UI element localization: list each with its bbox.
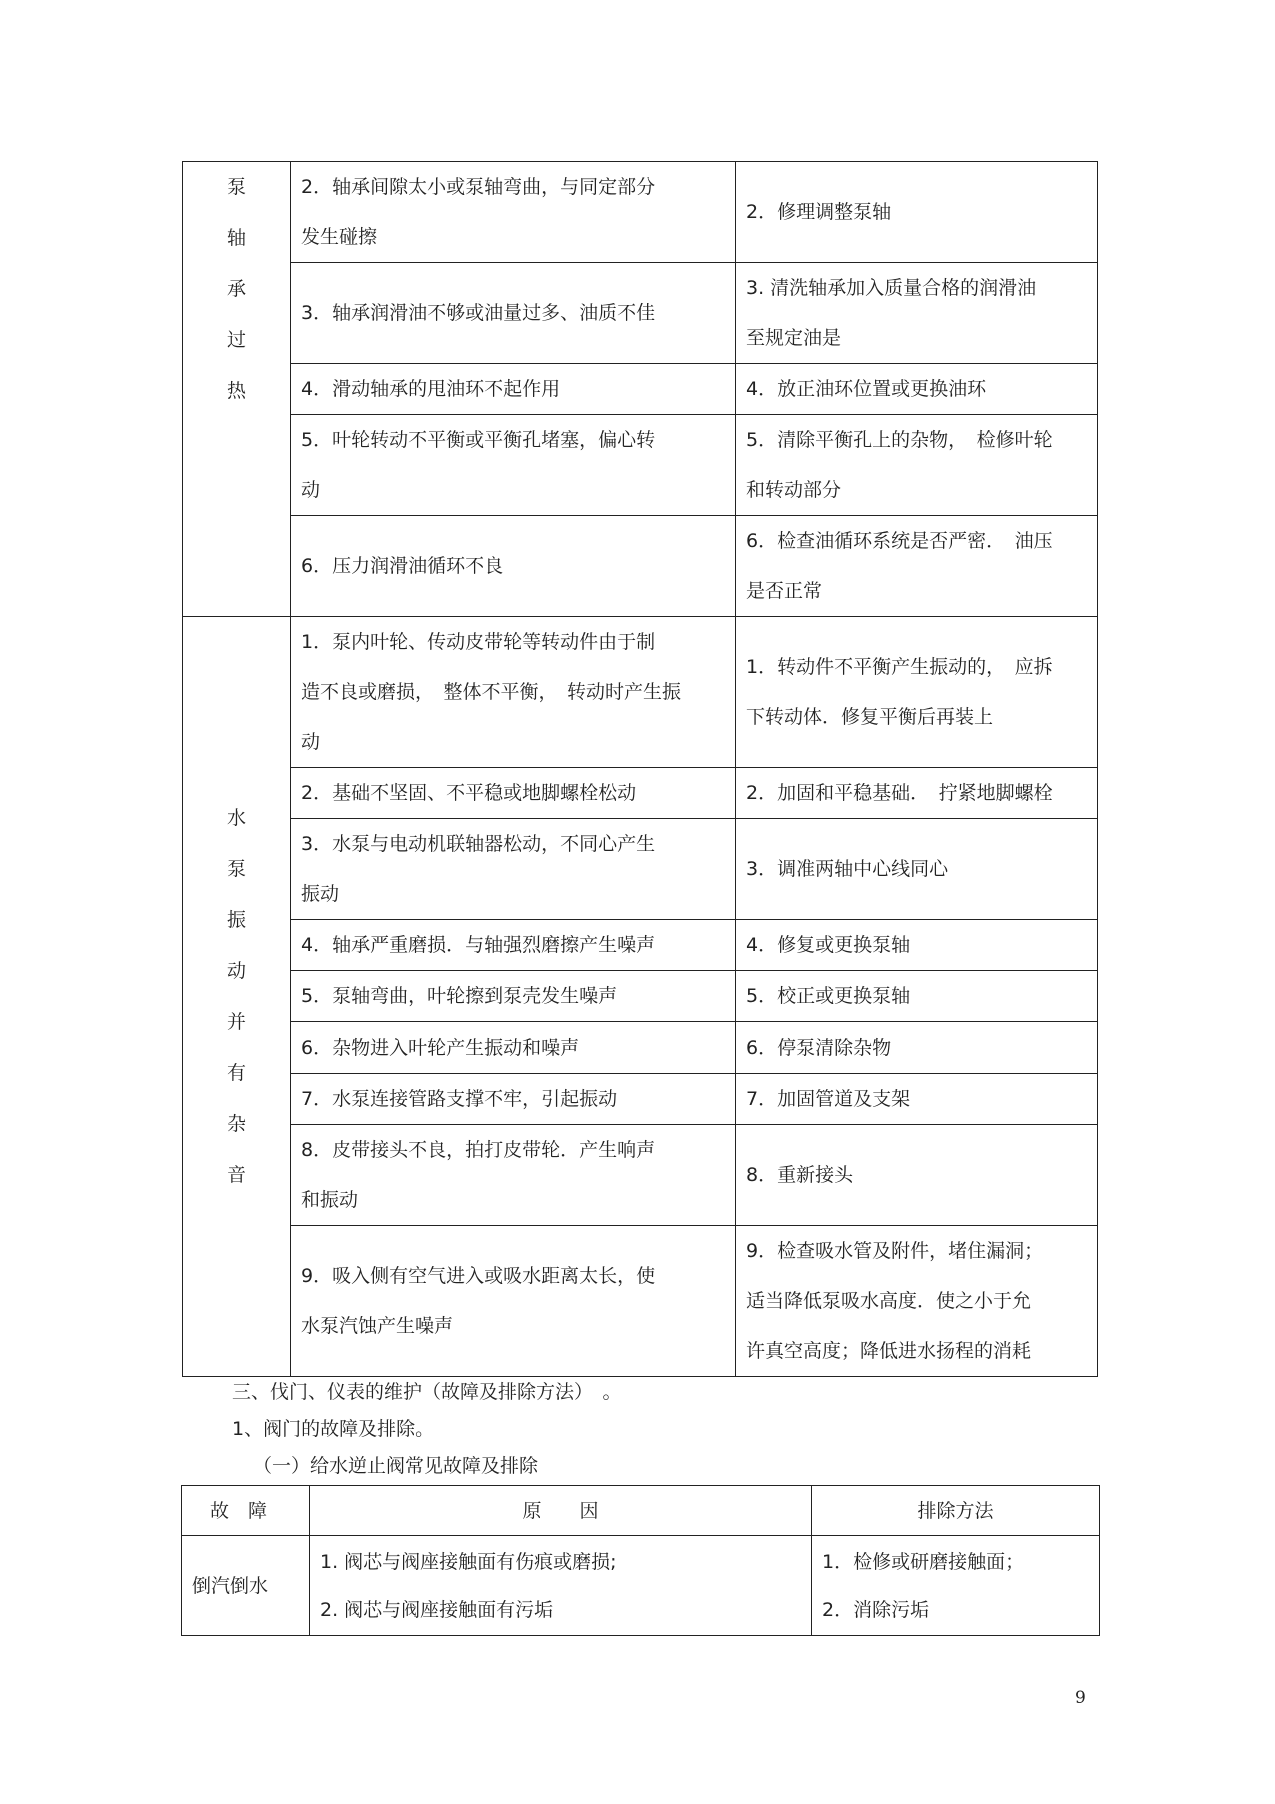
cause-cell bbox=[291, 819, 736, 920]
fix-line: 下转动体．修复平衡后再装上 bbox=[746, 706, 994, 728]
cause-cell bbox=[291, 1125, 736, 1226]
check-valve-fault-table bbox=[181, 1485, 1100, 1636]
cause-line: 和振动 bbox=[301, 1189, 359, 1211]
cause-line: 6．杂物进入叶轮产生振动和噪声 bbox=[301, 1036, 580, 1059]
cause-line: 3．水泵与电动机联轴器松动，不同心产生 bbox=[301, 833, 656, 855]
label-char: 振 bbox=[226, 908, 246, 931]
fault-group-label bbox=[183, 162, 291, 617]
table-header-row bbox=[182, 1486, 1100, 1536]
cause-line: 7．水泵连接管路支撑不牢，引起振动 bbox=[301, 1088, 618, 1110]
cause-line: 3．轴承润滑油不够或油量过多、油质不佳 bbox=[301, 302, 656, 324]
fix-line: 9．检查吸水管及附件，堵住漏洞； bbox=[746, 1240, 1044, 1262]
fix-line: 是否正常 bbox=[746, 580, 823, 602]
cause-cell bbox=[291, 263, 736, 364]
cause-cell bbox=[291, 1074, 736, 1125]
fault-cell: 倒汽倒水 bbox=[182, 1536, 310, 1636]
table-row bbox=[183, 162, 1098, 263]
cause-line: 发生碰擦 bbox=[301, 226, 378, 248]
cause-cell bbox=[291, 1022, 736, 1074]
label-char: 泵 bbox=[226, 857, 246, 880]
fix-line: 4．修复或更换泵轴 bbox=[746, 934, 911, 956]
table-row bbox=[183, 819, 1098, 920]
fix-line: 3．调准两轴中心线同心 bbox=[746, 858, 949, 880]
header-fault: 故 障 bbox=[182, 1486, 310, 1536]
header-cause: 原 因 bbox=[310, 1486, 812, 1536]
page-number: 9 bbox=[1075, 1688, 1086, 1708]
cause-line: 2. 阀芯与阀座接触面有污垢 bbox=[320, 1598, 554, 1621]
table-row bbox=[183, 415, 1098, 516]
table-row bbox=[183, 617, 1098, 768]
label-char: 泵 bbox=[226, 176, 246, 198]
cause-line: 5．泵轴弯曲，叶轮擦到泵壳发生噪声 bbox=[301, 985, 618, 1007]
cause-cell bbox=[291, 162, 736, 263]
cause-cell bbox=[291, 768, 736, 819]
fix-line: 1．转动件不平衡产生振动的， 应拆 bbox=[746, 656, 1053, 678]
label-char: 并 bbox=[226, 1010, 246, 1033]
header-fix: 排除方法 bbox=[812, 1486, 1100, 1536]
fix-cell bbox=[736, 617, 1098, 768]
cause-line: 1．泵内叶轮、传动皮带轮等转动件由于制 bbox=[301, 631, 656, 653]
fix-line: 1．检修或研磨接触面； bbox=[822, 1550, 1025, 1573]
label-char: 有 bbox=[226, 1061, 246, 1084]
table-row bbox=[183, 1022, 1098, 1074]
label-char: 过 bbox=[226, 329, 246, 351]
fix-cell bbox=[736, 1125, 1098, 1226]
label-char: 轴 bbox=[226, 227, 246, 249]
fix-line: 6．停泵清除杂物 bbox=[746, 1036, 892, 1059]
table-row bbox=[183, 1125, 1098, 1226]
cause-cell bbox=[291, 971, 736, 1022]
fix-cell bbox=[736, 364, 1098, 415]
table-row bbox=[183, 1074, 1098, 1125]
table-row bbox=[183, 971, 1098, 1022]
fix-line: 5．清除平衡孔上的杂物， 检修叶轮 bbox=[746, 429, 1053, 451]
cause-line: 6．压力润滑油循环不良 bbox=[301, 555, 504, 577]
fix-cell bbox=[736, 263, 1098, 364]
cause-line: 2．轴承间隙太小或泵轴弯曲，与同定部分 bbox=[301, 176, 656, 198]
label-char: 音 bbox=[226, 1163, 246, 1186]
sub-subsection-title: （一）给水逆止阀常见故障及排除 bbox=[253, 1455, 539, 1477]
table-row bbox=[183, 920, 1098, 971]
label-char: 承 bbox=[226, 278, 246, 300]
cause-line: 1. 阀芯与阀座接触面有伤痕或磨损; bbox=[320, 1550, 617, 1573]
cause-line: 2．基础不坚固、不平稳或地脚螺栓松动 bbox=[301, 782, 637, 804]
cause-line: 造不良或磨损， 整体不平衡， 转动时产生振 bbox=[301, 681, 682, 703]
fix-line: 至规定油是 bbox=[746, 327, 842, 349]
cause-line: 动 bbox=[301, 731, 321, 753]
fix-cell bbox=[736, 1226, 1098, 1377]
cause-line: 9．吸入侧有空气进入或吸水距离太长，使 bbox=[301, 1265, 656, 1287]
cause-cell bbox=[291, 516, 736, 617]
table-row bbox=[183, 1226, 1098, 1377]
fix-line: 适当降低泵吸水高度．使之小于允 bbox=[746, 1290, 1032, 1312]
section-title: 三、伐门、仪表的维护（故障及排除方法） 。 bbox=[232, 1381, 622, 1403]
fix-line: 7．加固管道及支架 bbox=[746, 1088, 911, 1110]
table-row bbox=[183, 263, 1098, 364]
cause-cell bbox=[291, 920, 736, 971]
table-row bbox=[183, 364, 1098, 415]
fix-line: 5．校正或更换泵轴 bbox=[746, 985, 911, 1007]
cause-line: 4．滑动轴承的甩油环不起作用 bbox=[301, 378, 561, 400]
cause-cell bbox=[291, 364, 736, 415]
fix-cell bbox=[736, 1022, 1098, 1074]
label-char: 热 bbox=[226, 380, 246, 402]
fix-cell bbox=[736, 819, 1098, 920]
label-char: 动 bbox=[226, 959, 246, 982]
cause-line: 8．皮带接头不良，拍打皮带轮．产生响声 bbox=[301, 1139, 656, 1161]
fault-group-label bbox=[183, 617, 291, 1377]
subsection-title: 1、阀门的故障及排除。 bbox=[232, 1418, 435, 1440]
fix-cell bbox=[736, 768, 1098, 819]
cause-line: 动 bbox=[301, 479, 321, 501]
fix-cell bbox=[812, 1536, 1100, 1636]
fix-line: 2．加固和平稳基础． 拧紧地脚螺栓 bbox=[746, 782, 1053, 804]
table-row bbox=[183, 768, 1098, 819]
pump-fault-table bbox=[182, 161, 1098, 1377]
fix-cell bbox=[736, 415, 1098, 516]
fix-cell bbox=[736, 1074, 1098, 1125]
cause-line: 4．轴承严重磨损．与轴强烈磨擦产生噪声 bbox=[301, 934, 656, 956]
label-char: 杂 bbox=[226, 1112, 246, 1135]
fix-cell bbox=[736, 162, 1098, 263]
label-char: 水 bbox=[226, 806, 246, 829]
fix-cell bbox=[736, 920, 1098, 971]
fix-line: 和转动部分 bbox=[746, 479, 842, 501]
cause-cell bbox=[310, 1536, 812, 1636]
fix-line: 2．修理调整泵轴 bbox=[746, 201, 892, 223]
fix-line: 6．检查油循环系统是否严密． 油压 bbox=[746, 530, 1053, 552]
fix-line: 许真空高度；降低进水扬程的消耗 bbox=[746, 1340, 1032, 1362]
table-row bbox=[182, 1536, 1100, 1636]
cause-line: 水泵汽蚀产生噪声 bbox=[301, 1315, 454, 1337]
table-row bbox=[183, 516, 1098, 617]
cause-line: 振动 bbox=[301, 883, 340, 905]
cause-cell bbox=[291, 617, 736, 768]
cause-cell bbox=[291, 415, 736, 516]
cause-line: 5．叶轮转动不平衡或平衡孔堵塞，偏心转 bbox=[301, 429, 656, 451]
fix-line: 3. 清洗轴承加入质量合格的润滑油 bbox=[746, 277, 1037, 299]
fix-line: 4．放正油环位置或更换油环 bbox=[746, 378, 987, 400]
cause-cell bbox=[291, 1226, 736, 1377]
fix-cell bbox=[736, 516, 1098, 617]
fix-line: 8．重新接头 bbox=[746, 1164, 854, 1186]
fix-cell bbox=[736, 971, 1098, 1022]
fix-line: 2．消除污垢 bbox=[822, 1598, 930, 1621]
